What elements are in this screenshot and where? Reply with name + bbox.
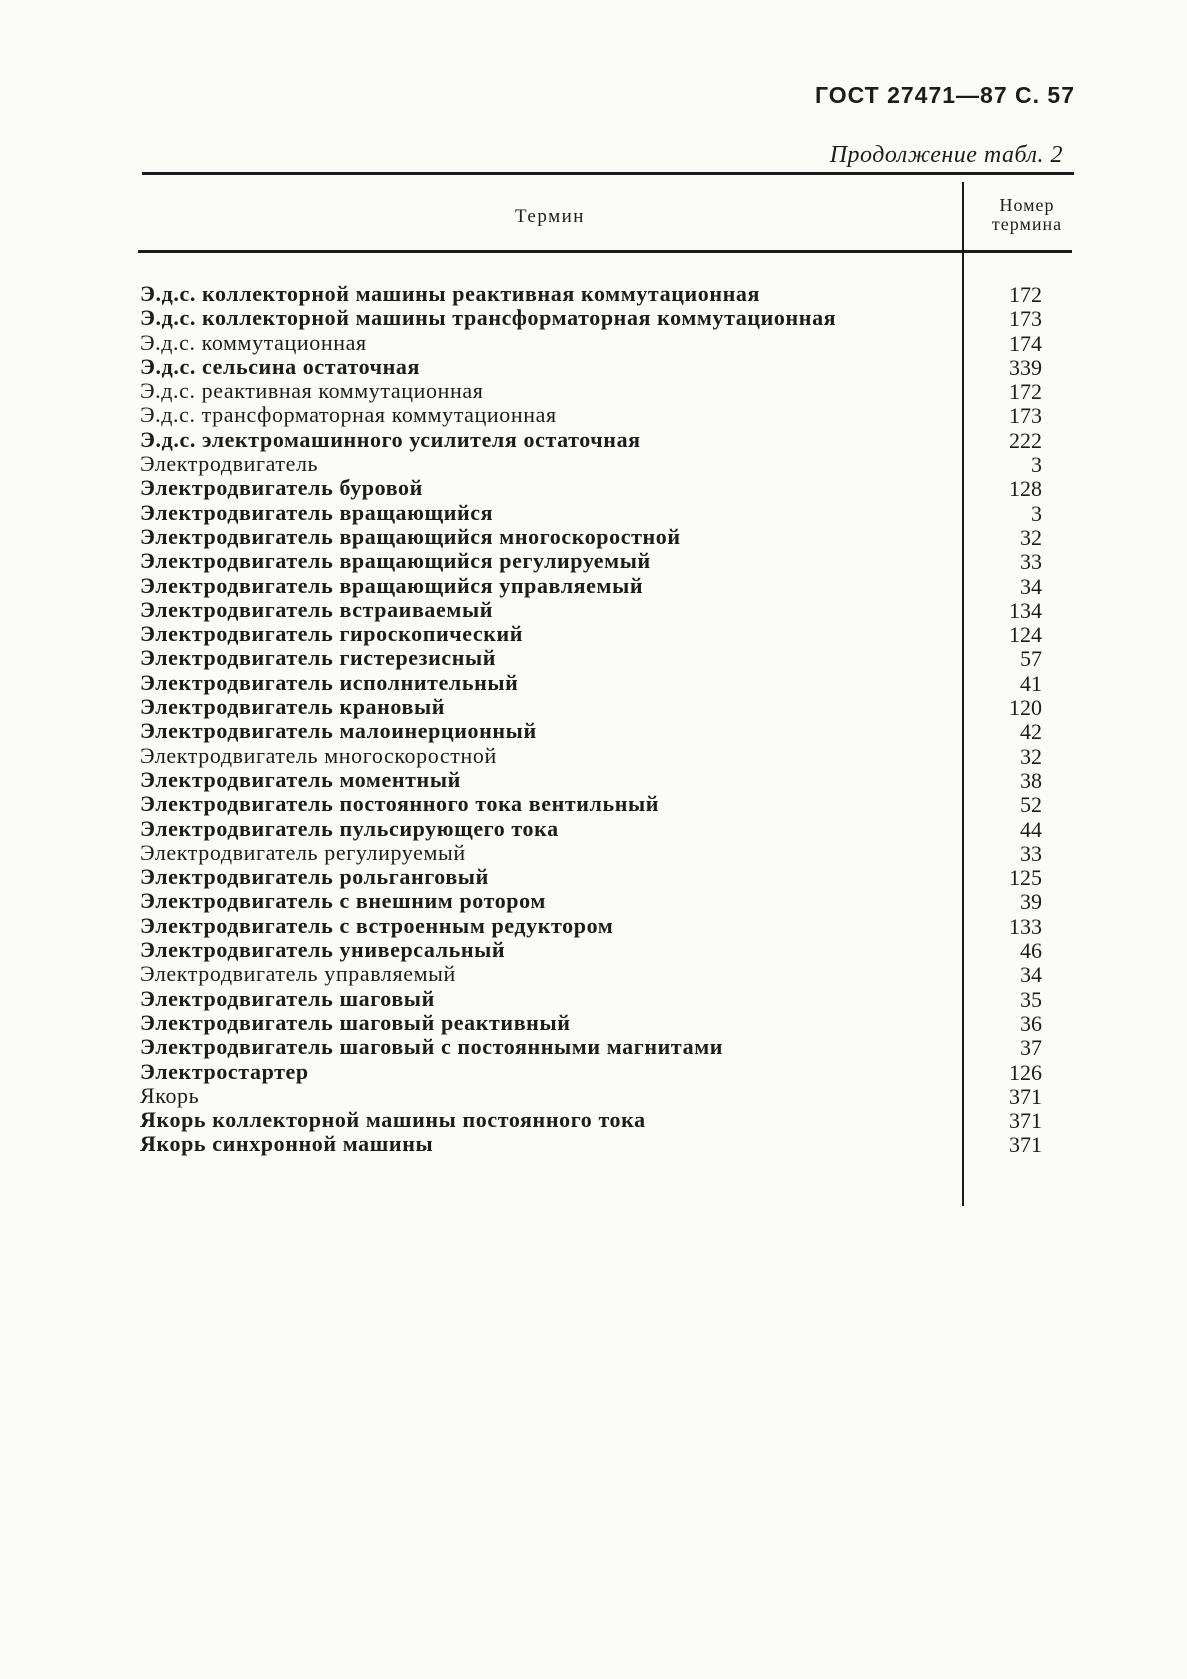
table-row	[0, 306, 1187, 330]
term-text: Электродвигатель универсальный	[140, 937, 506, 963]
table-row	[0, 1132, 1187, 1156]
table-row	[0, 1084, 1187, 1108]
table-row	[0, 379, 1187, 403]
term-text: Электродвигатель	[140, 451, 319, 477]
term-number: 174	[1009, 330, 1042, 356]
term-number: 37	[1020, 1035, 1042, 1061]
table-row	[0, 671, 1187, 695]
table-row	[0, 719, 1187, 743]
term-text: Электродвигатель управляемый	[140, 961, 456, 987]
term-number: 34	[1020, 962, 1042, 988]
term-table-body	[0, 282, 1187, 1157]
term-number: 339	[1009, 354, 1042, 380]
term-text: Э.д.с. коллекторной машины трансформаторная коммутационная	[140, 305, 837, 331]
term-number: 46	[1020, 938, 1042, 964]
table-row	[0, 817, 1187, 841]
term-number: 126	[1009, 1059, 1042, 1085]
table-top-rule	[142, 172, 1074, 175]
term-text: Электродвигатель вращающийся регулируемый	[140, 548, 651, 574]
table-row	[0, 889, 1187, 913]
term-number: 173	[1009, 306, 1042, 332]
table-row	[0, 355, 1187, 379]
term-text: Электростартер	[140, 1058, 309, 1084]
term-number: 371	[1009, 1108, 1042, 1134]
table-row	[0, 646, 1187, 670]
table-row	[0, 574, 1187, 598]
table-row	[0, 962, 1187, 986]
table-row	[0, 1108, 1187, 1132]
term-text: Электродвигатель буровой	[140, 475, 423, 501]
term-text: Э.д.с. электромашинного усилителя остаточная	[140, 426, 641, 452]
term-number: 32	[1020, 524, 1042, 550]
table-row	[0, 525, 1187, 549]
table-row	[0, 792, 1187, 816]
term-number: 133	[1009, 913, 1042, 939]
table-row	[0, 744, 1187, 768]
term-text: Электродвигатель рольганговый	[140, 864, 489, 890]
term-number: 52	[1020, 792, 1042, 818]
term-text: Якорь	[140, 1082, 200, 1108]
table-row	[0, 331, 1187, 355]
term-text: Электродвигатель шаговый с постоянными магнитами	[140, 1034, 724, 1060]
term-text: Якорь коллекторной машины постоянного тока	[140, 1107, 646, 1133]
term-number: 120	[1009, 695, 1042, 721]
term-text: Э.д.с. сельсина остаточная	[140, 353, 421, 379]
table-row	[0, 549, 1187, 573]
term-text: Якорь синхронной машины	[140, 1131, 434, 1157]
term-text: Электродвигатель крановый	[140, 694, 446, 720]
column-header-number-line2: термина	[991, 214, 1063, 234]
term-text: Электродвигатель регулируемый	[140, 839, 466, 865]
term-text: Электродвигатель с встроенным редуктором	[140, 912, 614, 938]
term-text: Электродвигатель пульсирующего тока	[140, 815, 559, 841]
term-number: 41	[1020, 670, 1042, 696]
term-number: 33	[1020, 549, 1042, 575]
table-header-rule	[138, 250, 1072, 253]
table-row	[0, 452, 1187, 476]
term-number: 371	[1009, 1083, 1042, 1109]
term-text: Э.д.с. реактивная коммутационная	[140, 378, 484, 404]
column-header-term: Термин	[515, 206, 585, 227]
term-number: 172	[1009, 379, 1042, 405]
term-text: Электродвигатель моментный	[140, 766, 461, 792]
table-row	[0, 914, 1187, 938]
table-row	[0, 841, 1187, 865]
term-number: 172	[1009, 282, 1042, 307]
term-number: 3	[1031, 500, 1042, 526]
term-text: Электродвигатель шаговый	[140, 985, 435, 1011]
table-row	[0, 695, 1187, 719]
term-text: Э.д.с. коммутационная	[140, 329, 367, 355]
table-row	[0, 403, 1187, 427]
term-number: 32	[1020, 743, 1042, 769]
table-row	[0, 1035, 1187, 1059]
term-text: Электродвигатель вращающийся управляемый	[140, 572, 644, 598]
table-row	[0, 598, 1187, 622]
term-number: 173	[1009, 403, 1042, 429]
term-number: 38	[1020, 767, 1042, 793]
term-text: Э.д.с. трансформаторная коммутационная	[140, 402, 557, 428]
table-row	[0, 476, 1187, 500]
table-row	[0, 938, 1187, 962]
term-text: Электродвигатель шаговый реактивный	[140, 1009, 571, 1035]
term-number: 371	[1009, 1132, 1042, 1158]
term-number: 34	[1020, 573, 1042, 599]
term-text: Электродвигатель гистерезисный	[140, 645, 497, 671]
term-number: 128	[1009, 476, 1042, 502]
term-number: 134	[1009, 597, 1042, 623]
term-number: 33	[1020, 840, 1042, 866]
term-number: 35	[1020, 986, 1042, 1012]
table-row	[0, 865, 1187, 889]
table-caption: Продолжение табл. 2	[829, 142, 1063, 168]
table-row	[0, 1011, 1187, 1035]
term-number: 42	[1020, 719, 1042, 745]
term-text: Э.д.с. коллекторной машины реактивная коммутационная	[140, 281, 761, 306]
term-text: Электродвигатель с внешним ротором	[140, 888, 546, 914]
term-number: 36	[1020, 1010, 1042, 1036]
table-row	[0, 987, 1187, 1011]
term-text: Электродвигатель многоскоростной	[140, 742, 497, 768]
term-number: 222	[1009, 427, 1042, 453]
column-header-number	[966, 196, 1088, 234]
page-header: ГОСТ 27471—87 С. 57	[814, 82, 1075, 108]
table-row	[0, 428, 1187, 452]
column-header-number-line1: Номер	[999, 195, 1055, 215]
term-number: 39	[1020, 889, 1042, 915]
table-row	[0, 282, 1187, 306]
term-text: Электродвигатель вращающийся многоскоростной	[140, 523, 681, 549]
term-number: 44	[1020, 816, 1042, 842]
term-number: 57	[1020, 646, 1042, 672]
table-row	[0, 501, 1187, 525]
term-text: Электродвигатель гироскопический	[140, 621, 524, 647]
term-text: Электродвигатель исполнительный	[140, 669, 519, 695]
term-number: 124	[1009, 622, 1042, 648]
term-number: 125	[1009, 865, 1042, 891]
term-text: Электродвигатель малоинерционный	[140, 718, 537, 744]
term-number: 3	[1031, 452, 1042, 478]
table-row	[0, 768, 1187, 792]
table-row	[0, 622, 1187, 646]
term-text: Электродвигатель встраиваемый	[140, 596, 494, 622]
term-text: Электродвигатель постоянного тока вентильный	[140, 791, 660, 817]
table-row	[0, 1060, 1187, 1084]
term-text: Электродвигатель вращающийся	[140, 499, 494, 525]
